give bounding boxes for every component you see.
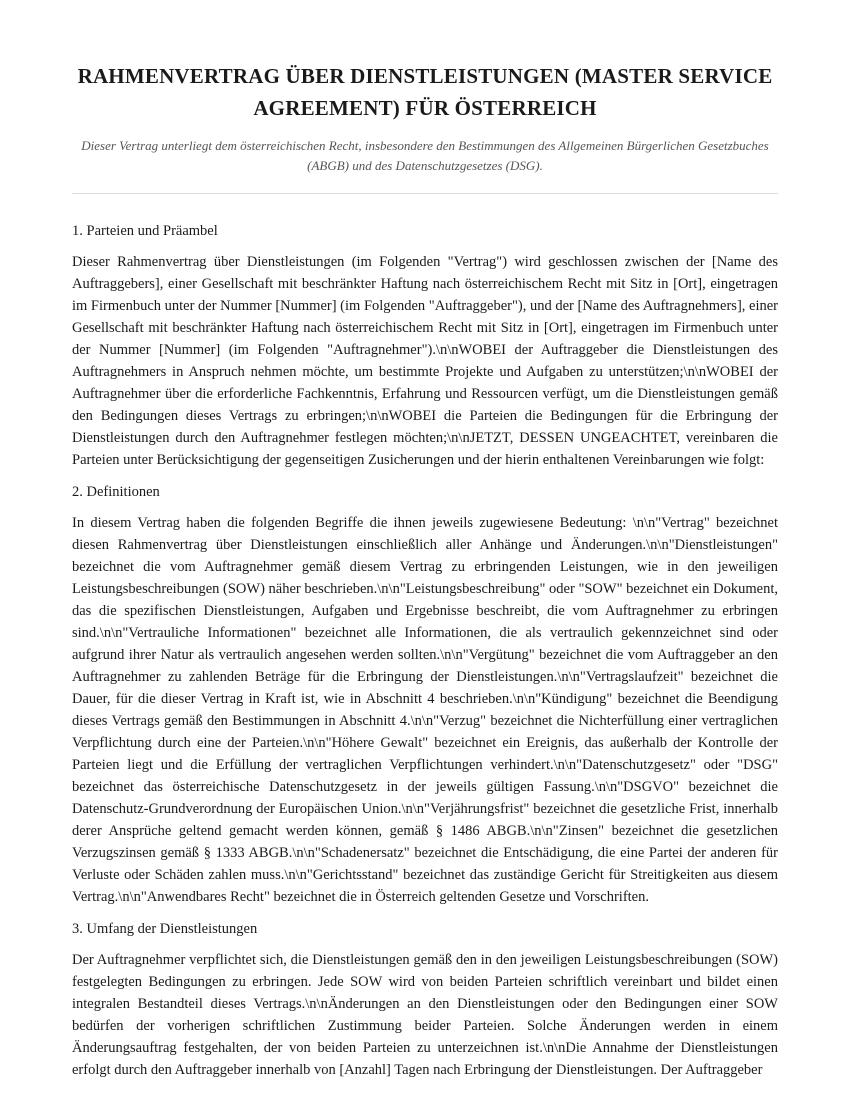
section-heading: 1. Parteien und Präambel xyxy=(72,223,218,239)
section-heading: 3. Umfang der Dienstleistungen xyxy=(72,921,258,937)
section-definitions xyxy=(72,481,778,908)
section-body: In diesem Vertrag haben die folgenden Begriffe die ihnen jeweils zugewiesene Bedeutung: \n\n"Vertrag" bezeichnet diesen Rahmenvertrag über Dienstleistungen einschließlich aller Anhänge und Änderungen.\n\n"Dienstleistungen" bezeichnet die vom Auftragnehmer gemäß diesem Vertrag zu erbringenden Leistungen, wie in den jeweiligen Leistungsbeschreibungen (SOW) näher beschrieben.\n\n"Leistungsbeschreibung" oder "SOW" bezeichnet ein Dokument, das die spezifischen Dienstleistungen, Aufgaben und Ergebnisse beschreibt, die vom Auftragnehmer zu erbringen sind.\n\n"Vertrauliche Informationen" bezeichnet alle Informationen, die als vertraulich gekennzeichnet sind oder aufgrund ihrer Natur als vertraulich angesehen werden sollten.\n\n"Vergütung" bezeichnet die vom Auftraggeber an den Auftragnehmer zu zahlenden Beträge für die Erbringung der Dienstleistungen.\n\n"Vertragslaufzeit" bezeichnet die Dauer, für die dieser Vertrag in Kraft ist, wie in Abschnitt 4 beschrieben.\n\n"Kündigung" bezeichnet die Beendigung dieses Vertrags gemäß den Bestimmungen in Abschnitt 4.\n\n"Verzug" bezeichnet die Nichterfüllung einer vertraglichen Verpflichtung durch eine der Parteien.\n\n"Höhere Gewalt" bezeichnet ein Ereignis, das außerhalb der Kontrolle der Parteien liegt und die Erfüllung der vertraglichen Verpflichtungen verhindert.\n\n"Datenschutzgesetz" oder "DSG" bezeichnet das österreichische Datenschutzgesetz in der jeweils gültigen Fassung.\n\n"DSGVO" bezeichnet die Datenschutz-Grundverordnung der Europäischen Union.\n\n"Verjährungsfrist" bezeichnet die gesetzliche Frist, innerhalb derer Ansprüche geltend gemacht werden können, gemäß § 1486 ABGB.\n\n"Zinsen" bezeichnet die gesetzlichen Verzugszinsen gemäß § 1333 ABGB.\n\n"Schadenersatz" bezeichnet die Entschädigung, die eine Partei der anderen für Verluste oder Schäden zahlen muss.\n\n"Gerichtsstand" bezeichnet das zuständige Gericht für Streitigkeiten aus diesem Vertrag.\n\n"Anwendbares Recht" bezeichnet die in Österreich geltenden Gesetze und Vorschriften. xyxy=(72,515,778,905)
section-parties xyxy=(72,220,778,471)
document-title: RAHMENVERTRAG ÜBER DIENSTLEISTUNGEN (MASTER SERVICE AGREEMENT) FÜR ÖSTERREICH xyxy=(77,64,773,120)
header-divider xyxy=(72,193,778,194)
section-body: Dieser Rahmenvertrag über Dienstleistungen (im Folgenden "Vertrag") wird geschlossen zwischen der [Name des Auftraggebers], einer Gesellschaft mit beschränkter Haftung nach österreichischem Recht mit Sitz in [Ort], eingetragen im Firmenbuch unter der Nummer [Nummer] (im Folgenden "Auftraggeber"), und der [Name des Auftragnehmers], einer Gesellschaft mit beschränkter Haftung nach österreichischem Recht mit Sitz in [Ort], eingetragen im Firmenbuch unter der Nummer [Nummer] (im Folgenden "Auftragnehmer").\n\nWOBEI der Auftraggeber die Dienstleistungen des Auftragnehmers in Anspruch nehmen möchte, um bestimmte Projekte und Aufgaben zu unterstützen;\n\nWOBEI der Auftragnehmer über die erforderliche Fachkenntnis, Erfahrung und Ressourcen verfügt, um die Dienstleistungen gemäß den Bedingungen dieses Vertrags zu erbringen;\n\nWOBEI die Parteien die Bedingungen für die Erbringung der Dienstleistungen durch den Auftragnehmer festlegen möchten;\n\nJETZT, DESSEN UNGEACHTET, vereinbaren die Parteien unter Berücksichtigung der gegenseitigen Zusicherungen und der hierin enthaltenen Vereinbarungen wie folgt: xyxy=(72,254,779,468)
document-subtitle: Dieser Vertrag unterliegt dem österreichischen Recht, insbesondere den Bestimmungen des Allgemeinen Bürgerlichen Gesetzbuches (ABGB) und des Datenschutzgesetzes (DSG). xyxy=(81,138,769,173)
section-heading: 2. Definitionen xyxy=(72,484,160,500)
section-body: Der Auftragnehmer verpflichtet sich, die Dienstleistungen gemäß den in den jeweiligen Leistungsbeschreibungen (SOW) festgelegten Bedingungen zu erbringen. Jede SOW wird von beiden Parteien schriftlich vereinbart und bildet einen integralen Bestandteil dieses Vertrags.\n\nÄnderungen an den Dienstleistungen oder den Bedingungen einer SOW bedürfen der vorherigen schriftlichen Zustimmung beider Parteien. Solche Änderungen werden in einem Änderungsauftrag festgehalten, der von beiden Parteien zu unterzeichnen ist.\n\nDie Annahme der Dienstleistungen erfolgt durch den Auftraggeber innerhalb von [Anzahl] Tagen nach Erbringung der Dienstleistungen. Der Auftraggeber xyxy=(72,952,778,1078)
section-scope xyxy=(72,918,778,1081)
document-page xyxy=(72,0,778,1081)
